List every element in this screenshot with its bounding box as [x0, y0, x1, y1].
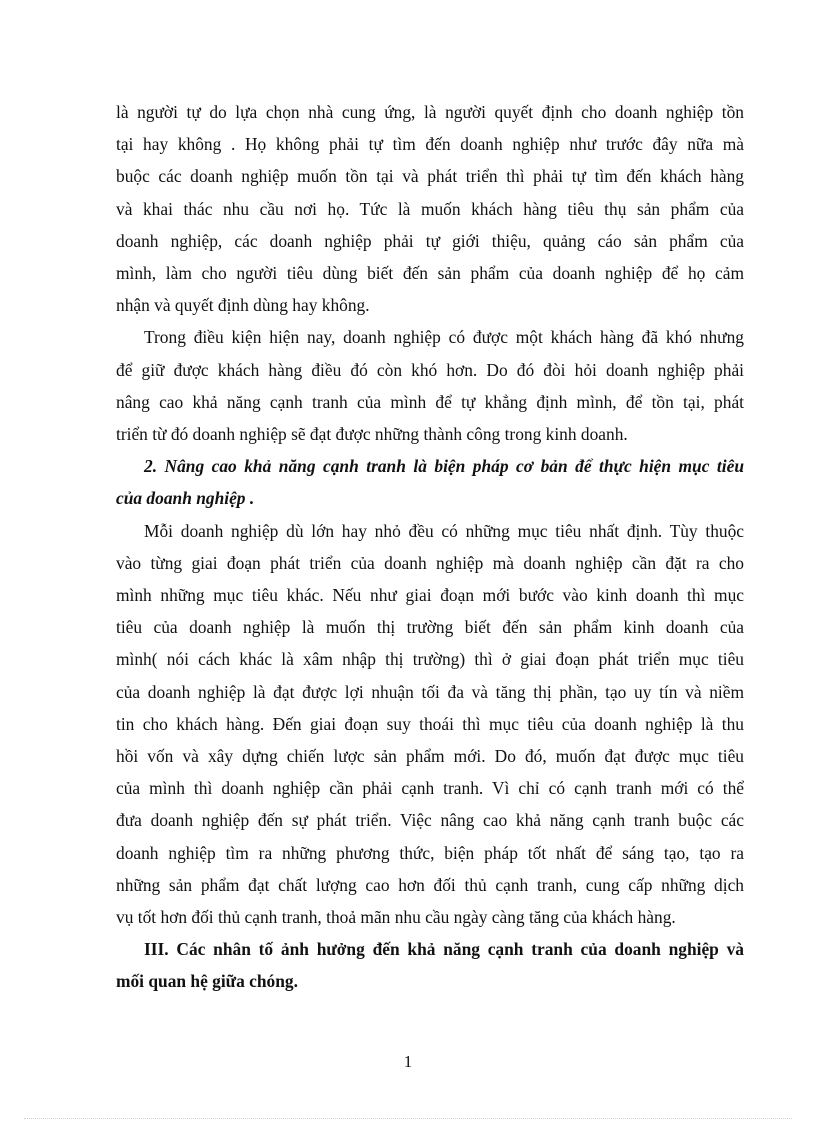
text-line: của doanh nghiệp là đạt được lợi nhuận tối đa và tăng thị phần, tạo uy tín và niềm	[116, 681, 744, 702]
paragraph-customer-role	[116, 96, 744, 321]
text-line: vụ tốt hơn đối thủ cạnh tranh, thoả mãn nhu cầu ngày càng tăng của khách hàng.	[116, 907, 676, 928]
text-line: triển từ đó doanh nghiệp sẽ đạt được những thành công trong kinh doanh.	[116, 424, 628, 445]
text-line: và khai thác nhu cầu nơi họ. Tức là muốn khách hàng tiêu thụ sản phẩm của	[116, 198, 744, 219]
section-heading-2	[116, 450, 744, 514]
document-page	[116, 96, 744, 998]
heading-line: III. Các nhân tố ảnh hưởng đến khả năng cạnh tranh của doanh nghiệp và	[144, 939, 744, 960]
paragraph-current-conditions	[116, 321, 744, 450]
page-edge-divider	[24, 1118, 792, 1119]
heading-line: mối quan hệ giữa chóng.	[116, 971, 298, 992]
text-line: nhận và quyết định dùng hay không.	[116, 295, 370, 316]
paragraph-business-goals	[116, 515, 744, 934]
text-line: để giữ được khách hàng điều đó còn khó hơn. Do đó đòi hỏi doanh nghiệp phải	[116, 359, 744, 380]
text-line: của mình thì doanh nghiệp cần phải cạnh tranh. Vì chỉ có cạnh tranh mới có thể	[116, 778, 744, 799]
text-line: tin cho khách hàng. Đến giai đoạn suy thoái thì mục tiêu của doanh nghiệp là thu	[116, 713, 744, 734]
text-line: mình( nói cách khác là xâm nhập thị trường) thì ở giai đoạn phát triển mục tiêu	[116, 649, 744, 670]
text-line: doanh nghiệp tìm ra những phương thức, biện pháp tốt nhất để sáng tạo, tạo ra	[116, 842, 744, 863]
section-heading-III	[116, 933, 744, 997]
text-line: mình những mục tiêu khác. Nếu như giai đoạn mới bước vào kinh doanh thì mục	[116, 585, 744, 606]
text-line: doanh nghiệp, các doanh nghiệp phải tự giới thiệu, quảng cáo sản phẩm của	[116, 230, 744, 251]
text-line: Trong điều kiện hiện nay, doanh nghiệp có được một khách hàng đã khó nhưng	[144, 327, 744, 348]
text-line: hồi vốn và xây dựng chiến lược sản phẩm mới. Do đó, muốn đạt được mục tiêu	[116, 746, 744, 767]
text-line: là người tự do lựa chọn nhà cung ứng, là người quyết định cho doanh nghiệp tồn	[116, 102, 744, 122]
text-line: nâng cao khả năng cạnh tranh của mình để tự khẳng định mình, để tồn tại, phát	[116, 391, 744, 412]
heading-line: 2. Nâng cao khả năng cạnh tranh là biện pháp cơ bản để thực hiện mục tiêu	[144, 456, 744, 477]
text-line: buộc các doanh nghiệp muốn tồn tại và phát triển thì phải tự tìm đến khách hàng	[116, 166, 744, 187]
text-line: tiêu của doanh nghiệp là muốn thị trường biết đến sản phẩm kinh doanh của	[116, 617, 744, 638]
text-line: tại hay không . Họ không phải tự tìm đến doanh nghiệp như trước đây nữa mà	[116, 134, 744, 155]
text-line: mình, làm cho người tiêu dùng biết đến sản phẩm của doanh nghiệp để họ cảm	[116, 263, 744, 284]
heading-line: của doanh nghiệp .	[116, 488, 255, 509]
text-line: Mỗi doanh nghiệp dù lớn hay nhỏ đều có những mục tiêu nhất định. Tùy thuộc	[144, 520, 744, 541]
text-line: những sản phẩm đạt chất lượng cao hơn đối thủ cạnh tranh, cung cấp những dịch	[116, 874, 744, 895]
page-number: 1	[403, 1052, 413, 1071]
text-line: vào từng giai đoạn phát triển của doanh nghiệp mà doanh nghiệp cần đặt ra cho	[116, 552, 744, 573]
text-line: đưa doanh nghiệp đến sự phát triển. Việc nâng cao khả năng cạnh tranh buộc các	[116, 810, 744, 831]
